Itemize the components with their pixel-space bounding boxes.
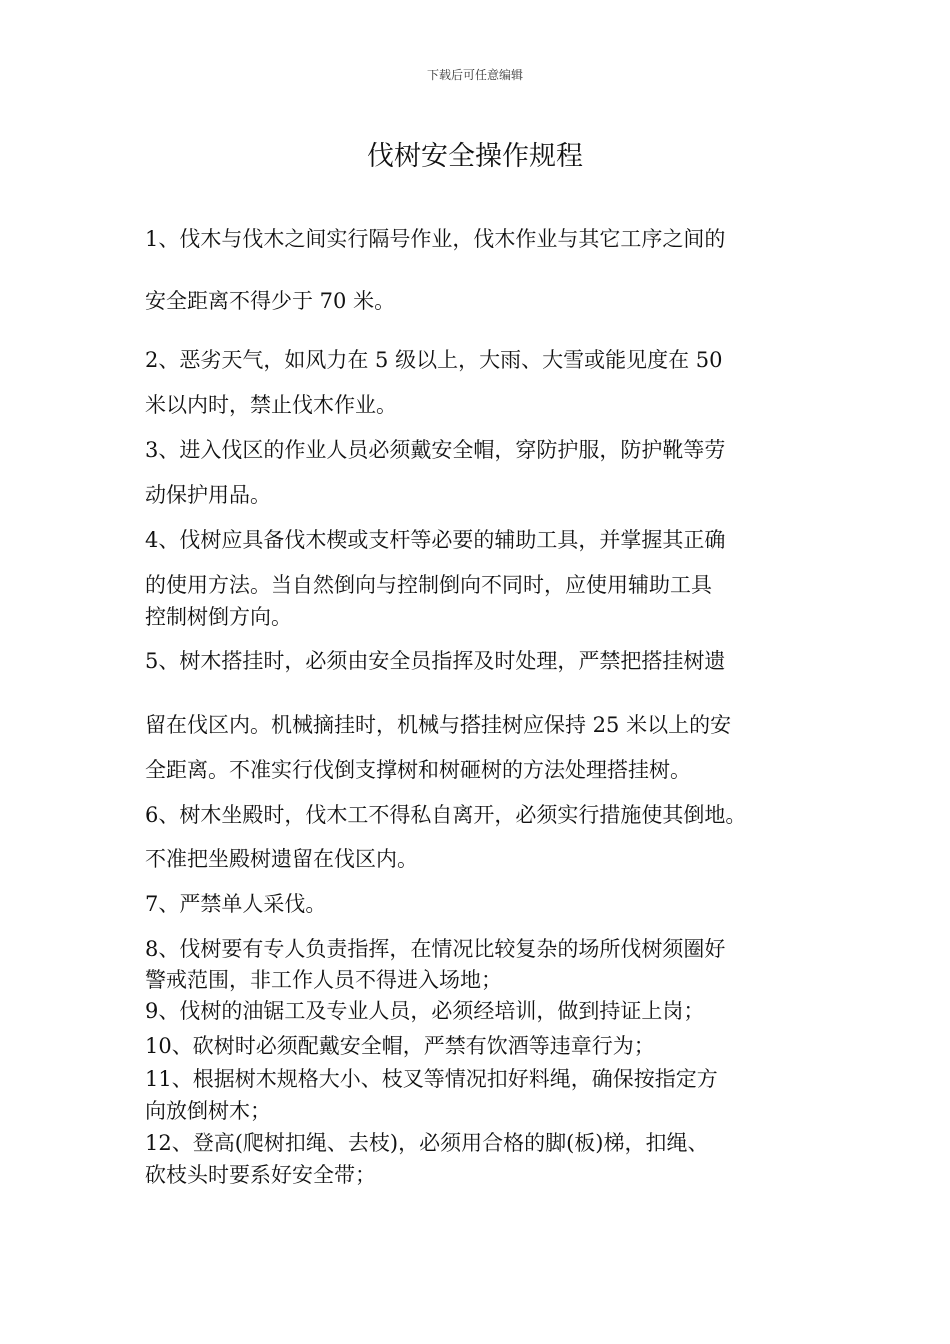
body-line: 留在伐区内。机械摘挂时，机械与搭挂树应保持 25 米以上的安 [145,713,732,737]
body-line: 11、根据树木规格大小、枝叉等情况扣好料绳，确保按指定方 [145,1067,718,1091]
body-line: 7、严禁单人采伐。 [145,892,327,916]
body-line: 全距离。不准实行伐倒支撑树和树砸树的方法处理搭挂树。 [145,758,691,782]
body-line: 3、进入伐区的作业人员必须戴安全帽，穿防护服，防护靴等劳 [145,438,726,462]
body-line: 警戒范围，非工作人员不得进入场地； [145,968,502,992]
body-line: 5、树木搭挂时，必须由安全员指挥及时处理，严禁把搭挂树遗 [145,649,726,673]
body-line: 向放倒树木； [145,1099,271,1123]
body-line: 的使用方法。当自然倒向与控制倒向不同时，应使用辅助工具 [145,573,712,597]
body-line: 1、伐木与伐木之间实行隔号作业，伐木作业与其它工序之间的 [145,227,726,251]
body-line: 4、伐树应具备伐木楔或支杆等必要的辅助工具，并掌握其正确 [145,528,726,552]
body-line: 动保护用品。 [145,483,271,507]
body-line: 10、砍树时必须配戴安全帽，严禁有饮酒等违章行为； [145,1034,655,1058]
body-line: 6、树木坐殿时，伐木工不得私自离开，必须实行措施使其倒地。 [145,803,747,827]
body-line: 不准把坐殿树遗留在伐区内。 [145,847,418,871]
body-line: 安全距离不得少于 70 米。 [145,289,396,313]
document-title: 伐树安全操作规程 [367,141,583,172]
body-line: 8、伐树要有专人负责指挥，在情况比较复杂的场所伐树须圈好 [145,937,726,961]
body-line: 9、伐树的油锯工及专业人员，必须经培训，做到持证上岗； [145,999,705,1023]
body-line: 12、登高(爬树扣绳、去枝)，必须用合格的脚(板)梯，扣绳、 [145,1131,709,1155]
body-line: 米以内时，禁止伐木作业。 [145,393,397,417]
body-line: 砍枝头时要系好安全带； [145,1163,376,1187]
body-line: 2、恶劣天气，如风力在 5 级以上，大雨、大雪或能见度在 50 [145,348,723,372]
body-line: 控制树倒方向。 [145,605,292,629]
header-note: 下载后可任意编辑 [426,68,523,82]
